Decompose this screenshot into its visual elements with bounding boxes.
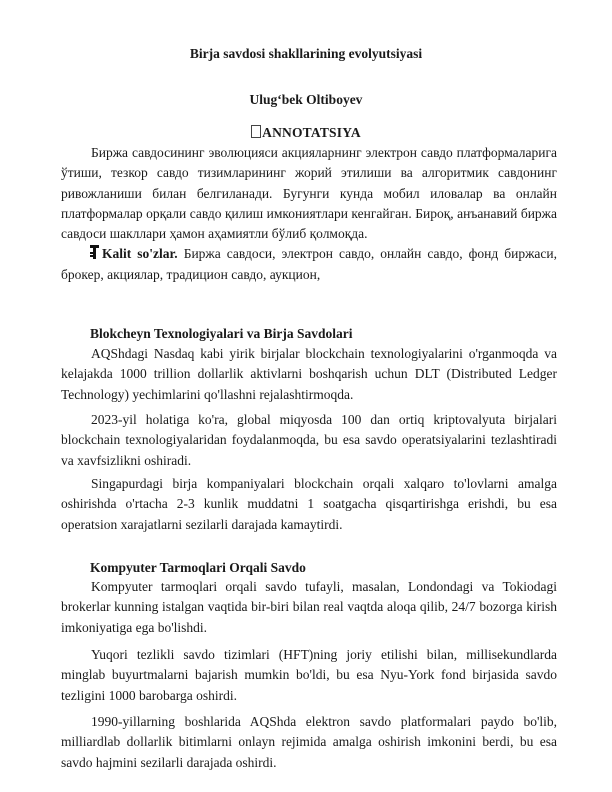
section-paragraph: Kompyuter tarmoqlari orqali savdo tufayli, masalan, Londondagi va Tokiodagi brokerlar kunning istalgan vaqtida bir-biri bilan real vaqtda aloqa qilib, 24/7 bozorga kirish imkoniyatiga ega bo'lishdi. (61, 579, 557, 635)
section-paragraph: Singapurdagi birja kompaniyalari blockchain orqali xalqaro to'lovlarni amalga oshirishda o'rtacha 2-3 kunlik muddatni 1 soatgacha qisqartirishga erishdi, bu esa operatsion xarajatlarni sezilarli darajada kamaytirdi. (61, 476, 557, 532)
keywords-label: Kalit so'zlar. (102, 246, 178, 261)
placeholder-glyph-icon (251, 125, 261, 138)
keywords-text: Биржа савдоси, электрон савдо, онлайн савдо, фонд биржаси, брокер, акциялар, традицион савдо, аукцион, (61, 246, 557, 282)
paper-title: Birja savdosi shakllarining evolyutsiyasi (189, 46, 423, 61)
section-heading: Blokcheyn Texnologiyalari va Birja Savdolari (90, 326, 353, 341)
key-icon (86, 245, 102, 259)
section-heading: Kompyuter Tarmoqlari Orqali Savdo (90, 560, 306, 575)
abstract-heading-text: ANNOTATSIYA (262, 125, 361, 140)
section-paragraph: Yuqori tezlikli savdo tizimlari (HFT)ning joriy etilishi bilan, millisekundlarda minglab buyurtmalarni bajarish mumkin bo'ldi, bu esa Nyu-York fond birjasida savdo tezligini 1000 barobarga oshirdi. (61, 647, 557, 703)
section-paragraph: 2023-yil holatiga ko'ra, global miqyosda 100 dan ortiq kriptovalyuta birjalari blockchain texnologiyalaridan foydalanmoqda, bu esa savdo operatsiyalarini tezlashtiradi va xavfsizlikni oshiradi. (61, 412, 557, 468)
abstract-heading (0, 125, 612, 141)
abstract-text: Биржа савдосининг эволюцияси акцияларнинг электрон савдо платформаларига ўтиши, тезкор савдо тизимларининг жорий этилиши ва алгоритмик савдонинг ривожланиши билан белгиланади. Бугунги кунда мобил иловалар ва онлайн платформалар орқали савдо қилиш имкониятлари кенгайган. Бироқ, анъанавий биржа савдоси шакллари ҳамон аҳамиятли бўлиб қолмоқда. (61, 145, 557, 242)
keywords-line (61, 244, 557, 285)
section-paragraph: AQShdagi Nasdaq kabi yirik birjalar blockchain texnologiyalarini o'rganmoqda va kelajakda 1000 trillion dollarlik aktivlarni boshqarish uchun DLT (Distributed Ledger Technology) yechimlarini qo'llashni rejalashtirmoqda. (61, 346, 557, 402)
section-paragraph: 1990-yillarning boshlarida AQShda elektron savdo platformalari paydo bo'lib, milliardlab dollarlik bitimlarni onlayn rejimida amalga oshirish imkonini berdi, bu esa savdo hajmini sezilarli darajada oshirdi. (61, 714, 557, 770)
paper-author: Ulug‘bek Oltiboyev (249, 92, 363, 107)
